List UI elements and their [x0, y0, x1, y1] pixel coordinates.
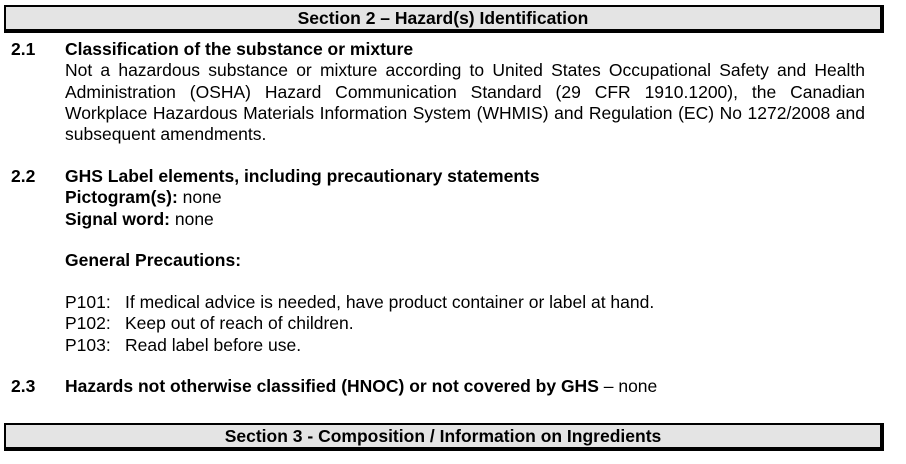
- section-3-header: Section 3 - Composition / Information on Ingredients: [4, 423, 884, 451]
- precaution-statement: [65, 313, 865, 334]
- precaution-text: Keep out of reach of children.: [125, 313, 354, 334]
- section-2-header: Section 2 – Hazard(s) Identification: [4, 5, 884, 33]
- signal-word-label: Signal word:: [65, 208, 170, 229]
- section-2-2-number: 2.2: [11, 166, 36, 186]
- precaution-code: P101:: [65, 292, 111, 312]
- precaution-text: If medical advice is needed, have product container or label at hand.: [125, 292, 655, 312]
- signal-word-line: [65, 209, 865, 230]
- precaution-code: P103:: [65, 334, 111, 355]
- pictogram-label: Pictogram(s):: [65, 187, 178, 208]
- section-2-3-block: [65, 376, 865, 397]
- pictogram-value: none: [177, 187, 222, 208]
- section-2-2-heading: GHS Label elements, including precautionary statements: [65, 166, 540, 186]
- precaution-text: Read label before use.: [125, 334, 302, 355]
- signal-word-value: none: [170, 208, 214, 229]
- pictogram-line: [65, 187, 865, 208]
- precaution-statement: [65, 292, 865, 313]
- section-2-2-block: [65, 166, 865, 230]
- section-2-1-number: 2.1: [11, 39, 36, 59]
- section-2-3-value: – none: [598, 376, 658, 396]
- section-2-3-number: 2.3: [11, 376, 36, 396]
- section-2-3-heading: Hazards not otherwise classified (HNOC) or not covered by GHS: [65, 376, 599, 396]
- general-precautions-heading: General Precautions:: [65, 250, 242, 270]
- precaution-statement: [65, 335, 865, 356]
- section-2-1-block: [65, 39, 865, 145]
- precaution-code: P102:: [65, 313, 111, 334]
- section-2-1-text: Not a hazardous substance or mixture according to United States Occupational Safety and Health Administration (OSHA) Hazard Communication Standard (29 CFR 1910.1200), the Canadian Workplace Hazardous Materials Information System (WHMIS) and Regulation (EC) No 1272/2008 and subsequent amendments.: [65, 60, 865, 145]
- section-2-1-heading: Classification of the substance or mixture: [65, 39, 414, 59]
- precautionary-statements-list: [65, 292, 865, 356]
